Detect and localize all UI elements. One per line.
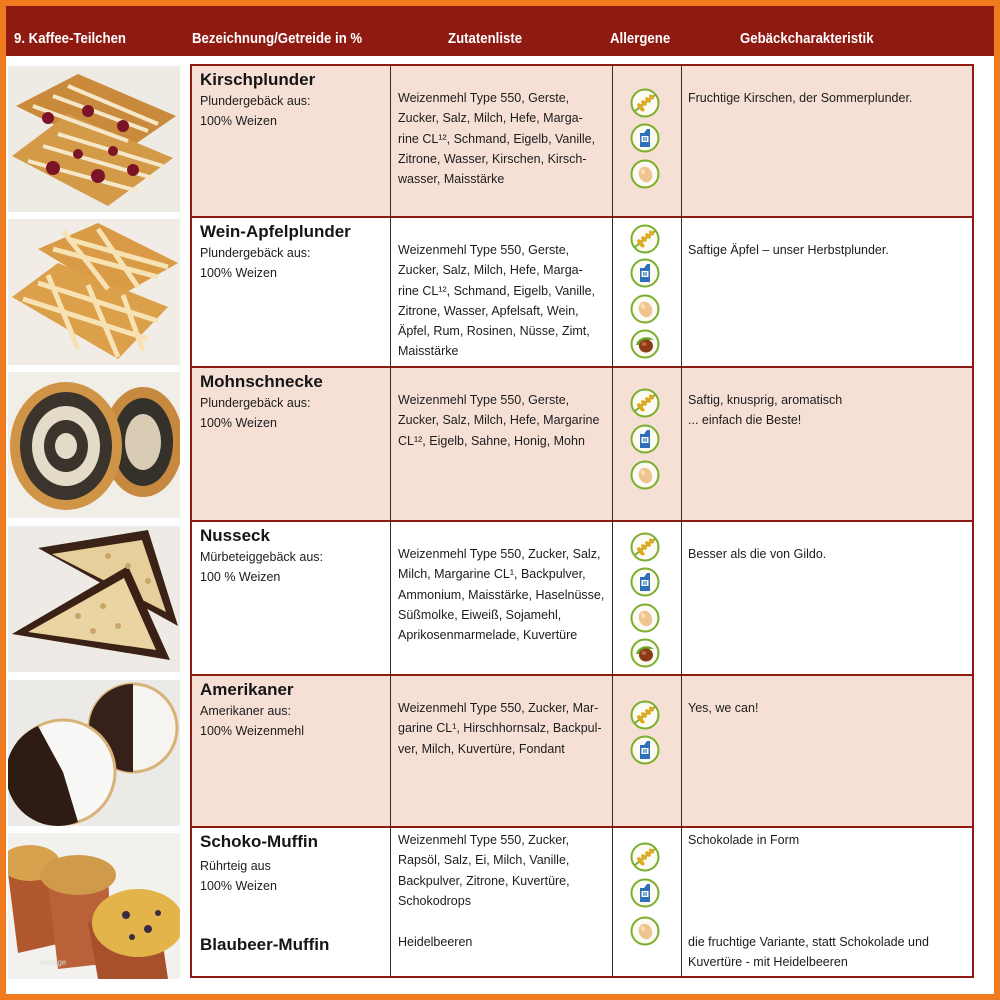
milk-icon [630,567,660,597]
ingredients-line: Ammonium, Maisstärke, Haselnüsse, [398,587,605,602]
egg-icon [630,603,660,633]
product-grain: 100% Weizenmehl [200,724,304,739]
gluten-icon [630,88,660,118]
ingredients-line: Zucker, Salz, Milch, Hefe, Marga- [398,111,583,126]
product-type: Rührteig aus [200,859,271,873]
allergens-cell [618,828,676,976]
header-allergens-column: Allergene [610,30,671,47]
svg-text:M: M [642,137,648,143]
ingredients-line: Weizenmehl Type 550, Zucker, Mar- [398,701,599,715]
svg-text:M: M [642,892,648,898]
product-grain: 100% Weizen [200,879,277,894]
photo-nusseck [8,526,180,672]
name-cell [200,66,388,216]
column-divider [681,66,682,976]
table-row [192,368,972,520]
ingredients-cell [398,218,606,366]
header-image-column: 9. Kaffee-Teilchen [14,30,126,47]
gluten-icon [630,532,660,562]
ingredients-line: Maisstärke [398,344,459,359]
name-cell [200,368,388,520]
allergen-sheet [6,6,994,994]
milk-icon [630,424,660,454]
characteristic-text: Fruchtige Kirschen, der Sommerplunder. [688,91,913,105]
ingredients-cell [398,522,606,674]
ingredients-line: Weizenmehl Type 550, Gerste, [398,243,570,257]
photo-kirschplunder [8,66,180,212]
header-ingredients-column: Zutatenliste [448,30,523,47]
ingredients-line: Rapsöl, Salz, Ei, Milch, Vanille, [398,853,570,868]
nut-icon [630,638,660,668]
ingredients-line: Schokodrops [398,893,471,908]
ingredients-line: ver, Milch, Kuvertüre, Fondant [398,741,565,756]
photo-mohnschnecke [8,372,180,518]
milk-icon [630,878,660,908]
photo-amerikaner [8,680,180,826]
egg-icon [630,294,660,324]
ingredients-line: Weizenmehl Type 550, Gerste, [398,393,570,407]
characteristic-text-2: die fruchtige Variante, statt Schokolade und [688,935,929,949]
characteristic-text-2: ... einfach die Beste! [688,413,802,428]
characteristic-cell [688,368,968,520]
ingredients-cell [398,66,606,216]
product-name: Nusseck [200,526,270,545]
allergens-cell [618,676,676,826]
table-row [192,66,972,216]
table-header [6,6,994,56]
table-row [192,218,972,366]
ingredients-cell [398,368,606,520]
row-divider [192,520,972,522]
ingredients-line: Zitrone, Wasser, Apfelsaft, Wein, [398,303,579,318]
product-name-2: Blaubeer-Muffin [200,935,330,954]
column-divider [390,66,391,976]
ingredients-line: Zucker, Salz, Milch, Hefe, Margarine [398,413,600,428]
characteristic-cell [688,828,968,976]
name-cell [200,676,388,826]
product-name: Schoko-Muffin [200,832,319,851]
product-grain: 100% Weizen [200,266,277,281]
ingredients-line: rine CL¹², Schmand, Eigelb, Vanille, [398,283,596,298]
product-grain: 100 % Weizen [200,570,281,585]
ingredients-cell [398,828,606,976]
milk-icon [630,258,660,288]
characteristic-cell [688,676,968,826]
characteristic-text: Besser als die von Gildo. [688,547,827,561]
table-row [192,676,972,826]
product-type: Mürbeteiggebäck aus: [200,550,323,564]
product-type: Plundergebäck aus: [200,246,311,260]
product-type: Plundergebäck aus: [200,94,311,108]
egg-icon [630,916,660,946]
header-name-column: Bezeichnung/Getreide in % [192,30,363,47]
product-name: Kirschplunder [200,70,316,89]
gluten-icon [630,700,660,730]
product-name: Mohnschnecke [200,372,323,391]
svg-text:M: M [642,749,648,755]
allergens-cell [618,66,676,216]
allergens-cell [618,522,676,674]
ingredients-line: Weizenmehl Type 550, Zucker, Salz, [398,547,601,561]
characteristic-text-3: Kuvertüre - mit Heidelbeeren [688,955,848,970]
row-divider [192,216,972,218]
ingredients-line: garine CL¹, Hirschhornsalz, Backpul- [398,721,602,736]
product-name: Wein-Apfelplunder [200,222,351,241]
photo-muffins [8,833,180,979]
table-row [192,522,972,674]
name-cell [200,218,388,366]
ingredients-line: CL¹², Eigelb, Sahne, Honig, Mohn [398,433,585,448]
milk-icon [630,123,660,153]
product-type: Plundergebäck aus: [200,396,311,410]
ingredients-line: Zitrone, Wasser, Kirschen, Kirsch- [398,151,587,166]
ingredients-line: wasser, Maisstärke [398,172,505,187]
egg-icon [630,159,660,189]
name-cell [200,828,388,976]
ingredients-line: Weizenmehl Type 550, Gerste, [398,91,570,105]
svg-text:M: M [642,272,648,278]
svg-text:M: M [642,581,648,587]
ingredients-cell [398,676,606,826]
ingredients-line: Äpfel, Rum, Rosinen, Nüsse, Zimt, [398,324,590,339]
photo-wein-apfelplunder [8,219,180,365]
ingredients-line: Milch, Margarine CL¹, Backpulver, [398,567,586,582]
row-divider [192,826,972,828]
table-row [192,828,972,976]
characteristic-cell [688,66,968,216]
milk-icon [630,735,660,765]
header-characteristics-column: Gebäckcharakteristik [740,30,874,47]
ingredients-line-2: Heidelbeeren [398,935,473,949]
watermark: vorlage [40,958,67,967]
ingredients-line: Aprikosenmarmelade, Kuvertüre [398,628,578,643]
name-cell [200,522,388,674]
allergens-cell [618,368,676,520]
characteristic-text: Saftige Äpfel – unser Herbstplunder. [688,243,889,257]
column-divider [612,66,613,976]
nut-icon [630,329,660,359]
ingredients-line: rine CL¹², Schmand, Eigelb, Vanille, [398,131,596,146]
row-divider [192,366,972,368]
characteristic-text: Yes, we can! [688,701,759,715]
product-grain: 100% Weizen [200,416,277,431]
ingredients-line: Zucker, Salz, Milch, Hefe, Marga- [398,263,583,278]
ingredients-line: Süßmolke, Eiweiß, Sojamehl, [398,607,562,622]
ingredients-line: Backpulver, Zitrone, Kuvertüre, [398,873,570,888]
characteristic-cell [688,522,968,674]
egg-icon [630,460,660,490]
characteristic-text: Schokolade in Form [688,833,800,847]
allergens-cell [618,218,676,366]
characteristic-text: Saftig, knusprig, aromatisch [688,393,843,407]
product-table [190,64,974,978]
ingredients-line: Weizenmehl Type 550, Zucker, [398,833,570,847]
product-grain: 100% Weizen [200,114,277,129]
product-name: Amerikaner [200,680,294,699]
characteristic-cell [688,218,968,366]
row-divider [192,674,972,676]
gluten-icon [630,224,660,254]
gluten-icon [630,842,660,872]
svg-text:M: M [642,438,648,444]
gluten-icon [630,388,660,418]
product-type: Amerikaner aus: [200,704,292,718]
